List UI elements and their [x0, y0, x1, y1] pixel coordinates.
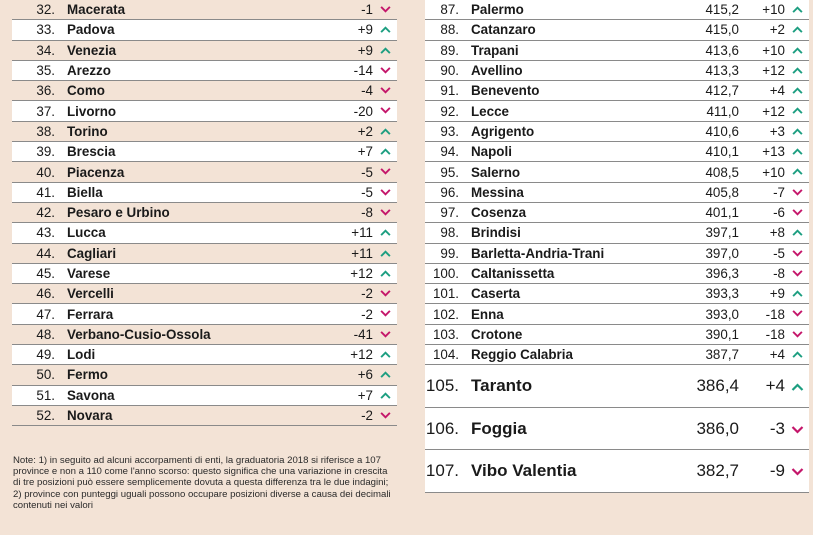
arrow-down-icon [791, 468, 804, 476]
score-cell: 405,8 [705, 184, 739, 200]
score-cell: 382,7 [696, 461, 739, 481]
table-row [12, 0, 397, 20]
trend-indicator [785, 379, 809, 394]
table-row [425, 122, 809, 142]
variation-cell: +4 [769, 347, 785, 363]
arrow-down-icon [380, 209, 391, 216]
trend-indicator [373, 390, 397, 401]
trend-indicator [373, 126, 397, 137]
arrow-up-icon [380, 148, 391, 155]
arrow-up-icon [380, 270, 391, 277]
table-row [425, 101, 809, 121]
rank-cell: 91. [440, 83, 459, 99]
variation-cell: +9 [357, 22, 373, 38]
province-name: Piacenza [67, 164, 125, 180]
rank-cell: 34. [36, 42, 55, 58]
variation-cell: +12 [762, 63, 785, 79]
arrow-up-icon [380, 229, 391, 236]
rank-cell: 104. [432, 347, 459, 363]
table-row [12, 365, 397, 385]
province-name: Trapani [471, 42, 519, 58]
province-name: Como [67, 83, 105, 99]
trend-indicator [373, 85, 397, 96]
arrow-down-icon [380, 67, 391, 74]
table-row [12, 203, 397, 223]
rank-cell: 90. [440, 63, 459, 79]
table-row [12, 122, 397, 142]
trend-indicator [373, 146, 397, 157]
province-name: Cagliari [67, 245, 117, 261]
variation-cell: +3 [769, 123, 785, 139]
rank-cell: 93. [440, 123, 459, 139]
rank-cell: 43. [36, 225, 55, 241]
arrow-up-icon [792, 229, 803, 236]
province-name: Salerno [471, 164, 521, 180]
trend-indicator [373, 45, 397, 56]
variation-cell: -4 [361, 83, 373, 99]
arrow-down-icon [792, 209, 803, 216]
rank-cell: 45. [36, 266, 55, 281]
trend-indicator [373, 65, 397, 76]
province-name: Macerata [67, 2, 126, 18]
variation-cell: -2 [361, 306, 373, 322]
province-name: Reggio Calabria [471, 347, 573, 363]
province-name: Enna [471, 306, 504, 322]
table-row [12, 183, 397, 203]
arrow-up-icon [792, 351, 803, 358]
arrow-up-icon [380, 26, 391, 33]
rank-cell: 105. [425, 376, 459, 396]
table-row [12, 81, 397, 101]
score-cell: 396,3 [705, 266, 739, 281]
province-name: Savona [67, 387, 115, 403]
trend-indicator [373, 288, 397, 299]
variation-cell: -18 [765, 326, 785, 342]
trend-indicator [373, 4, 397, 15]
table-row [12, 162, 397, 182]
trend-indicator [373, 369, 397, 380]
table-row [12, 386, 397, 406]
trend-indicator [373, 268, 397, 279]
trend-indicator [785, 65, 809, 76]
arrow-down-icon [380, 87, 391, 94]
arrow-down-icon [380, 412, 391, 419]
rank-cell: 51. [36, 387, 55, 403]
variation-cell: +11 [351, 245, 373, 261]
province-name: Benevento [471, 83, 540, 99]
variation-cell: +10 [762, 42, 785, 58]
variation-cell: +10 [762, 164, 785, 180]
province-name: Verbano-Cusio-Ossola [67, 326, 211, 342]
province-name: Napoli [471, 144, 512, 160]
table-row [425, 142, 809, 162]
province-name: Vercelli [67, 286, 114, 302]
arrow-up-icon [380, 250, 391, 257]
province-name: Brindisi [471, 225, 521, 241]
province-name: Arezzo [67, 63, 111, 79]
rank-cell: 98. [440, 225, 459, 241]
arrow-down-icon [380, 290, 391, 297]
trend-indicator [373, 187, 397, 198]
arrow-down-icon [792, 189, 803, 196]
score-cell: 412,7 [705, 83, 739, 99]
arrow-up-icon [792, 47, 803, 54]
rank-cell: 94. [440, 144, 459, 160]
trend-indicator [785, 85, 809, 96]
variation-cell: -20 [353, 103, 373, 119]
score-cell: 390,1 [705, 326, 739, 342]
arrow-down-icon [380, 6, 391, 13]
table-row [12, 101, 397, 121]
arrow-up-icon [792, 290, 803, 297]
ranking-table-left [12, 0, 397, 426]
table-row [425, 20, 809, 40]
province-name: Caserta [471, 286, 521, 302]
table-row [425, 345, 809, 365]
trend-indicator [785, 329, 809, 340]
rank-cell: 101. [432, 286, 459, 302]
table-row [12, 223, 397, 243]
trend-indicator [785, 146, 809, 157]
province-name: Ferrara [67, 306, 114, 322]
variation-cell: -18 [765, 306, 785, 322]
trend-indicator [785, 24, 809, 35]
variation-cell: -5 [361, 184, 373, 200]
trend-indicator [373, 329, 397, 340]
table-row [425, 365, 809, 408]
rank-cell: 44. [36, 245, 55, 261]
score-cell: 415,2 [705, 2, 739, 18]
trend-indicator [373, 349, 397, 360]
rank-cell: 37. [36, 103, 55, 119]
table-row [425, 244, 809, 264]
province-name: Venezia [67, 42, 117, 58]
variation-cell: -2 [361, 408, 373, 424]
arrow-down-icon [792, 270, 803, 277]
rank-cell: 39. [36, 144, 55, 160]
province-name: Torino [67, 123, 108, 139]
score-cell: 397,0 [705, 245, 739, 261]
arrow-up-icon [380, 47, 391, 54]
score-cell: 386,4 [696, 376, 739, 396]
score-cell: 401,1 [705, 205, 739, 221]
variation-cell: +4 [765, 376, 785, 396]
table-row [425, 61, 809, 81]
variation-cell: -3 [769, 418, 785, 438]
variation-cell: +6 [357, 367, 373, 383]
trend-indicator [785, 4, 809, 15]
table-row [12, 264, 397, 284]
rank-cell: 33. [36, 22, 55, 38]
rank-cell: 46. [36, 286, 55, 302]
province-name: Catanzaro [471, 22, 536, 38]
table-row [425, 325, 809, 345]
table-row [425, 264, 809, 284]
score-cell: 410,1 [705, 144, 739, 160]
trend-indicator [785, 268, 809, 279]
rank-cell: 50. [36, 367, 55, 383]
rank-cell: 87. [440, 2, 459, 18]
variation-cell: +9 [357, 42, 373, 58]
score-cell: 386,0 [696, 418, 739, 438]
variation-cell: +13 [762, 144, 785, 160]
ranking-table-right [425, 0, 809, 493]
province-name: Biella [67, 184, 103, 200]
arrow-down-icon [792, 310, 803, 317]
rank-cell: 35. [36, 63, 55, 79]
variation-cell: +9 [769, 286, 785, 302]
arrow-up-icon [792, 128, 803, 135]
trend-indicator [785, 248, 809, 259]
variation-cell: -41 [353, 326, 373, 342]
trend-indicator [785, 167, 809, 178]
arrow-down-icon [380, 331, 391, 338]
trend-indicator [785, 45, 809, 56]
arrow-up-icon [380, 371, 391, 378]
table-row [12, 284, 397, 304]
rank-cell: 32. [36, 2, 55, 18]
rank-cell: 47. [36, 306, 55, 322]
province-name: Agrigento [471, 123, 535, 139]
province-name: Lecce [471, 103, 509, 119]
province-name: Varese [67, 266, 111, 281]
table-row [12, 20, 397, 40]
rank-cell: 88. [440, 22, 459, 38]
trend-indicator [785, 421, 809, 436]
variation-cell: +12 [350, 266, 373, 281]
table-row [425, 203, 809, 223]
rank-cell: 48. [36, 326, 55, 342]
variation-cell: -7 [773, 184, 785, 200]
table-row [12, 325, 397, 345]
province-name: Messina [471, 184, 524, 200]
variation-cell: -6 [773, 205, 785, 221]
arrow-up-icon [792, 67, 803, 74]
arrow-down-icon [380, 310, 391, 317]
province-name: Caltanissetta [471, 266, 555, 281]
variation-cell: -8 [361, 205, 373, 221]
province-name: Crotone [471, 326, 523, 342]
arrow-down-icon [792, 331, 803, 338]
variation-cell: -14 [353, 63, 373, 79]
variation-cell: +2 [357, 123, 373, 139]
table-row [425, 408, 809, 451]
arrow-up-icon [792, 87, 803, 94]
table-row [12, 61, 397, 81]
score-cell: 393,3 [705, 286, 739, 302]
score-cell: 413,6 [705, 42, 739, 58]
arrow-up-icon [792, 168, 803, 175]
arrow-up-icon [792, 6, 803, 13]
trend-indicator [373, 309, 397, 320]
table-row [12, 304, 397, 324]
rank-cell: 92. [440, 103, 459, 119]
arrow-up-icon [792, 148, 803, 155]
trend-indicator [785, 227, 809, 238]
variation-cell: -2 [361, 286, 373, 302]
province-name: Lodi [67, 347, 96, 363]
province-name: Vibo Valentia [471, 461, 577, 481]
variation-cell: +7 [357, 144, 373, 160]
score-cell: 408,5 [705, 164, 739, 180]
arrow-up-icon [792, 26, 803, 33]
trend-indicator [785, 106, 809, 117]
score-cell: 411,0 [706, 103, 739, 119]
variation-cell: -5 [773, 245, 785, 261]
table-row [12, 345, 397, 365]
score-cell: 387,7 [705, 347, 739, 363]
variation-cell: +12 [350, 347, 373, 363]
trend-indicator [373, 106, 397, 117]
province-name: Novara [67, 408, 113, 424]
variation-cell: -1 [361, 2, 373, 18]
rank-cell: 102. [432, 306, 459, 322]
table-row [12, 244, 397, 264]
province-name: Fermo [67, 367, 108, 383]
table-row [425, 284, 809, 304]
arrow-down-icon [380, 189, 391, 196]
arrow-down-icon [792, 250, 803, 257]
trend-indicator [373, 207, 397, 218]
table-row [425, 41, 809, 61]
province-name: Lucca [67, 225, 106, 241]
province-name: Avellino [471, 63, 523, 79]
score-cell: 415,0 [705, 22, 739, 38]
rank-cell: 52. [36, 408, 55, 424]
trend-indicator [785, 309, 809, 320]
trend-indicator [785, 288, 809, 299]
variation-cell: +8 [769, 225, 785, 241]
variation-cell: -5 [361, 164, 373, 180]
rank-cell: 99. [440, 245, 459, 261]
table-row [425, 162, 809, 182]
province-name: Pesaro e Urbino [67, 205, 170, 221]
rank-cell: 106. [425, 418, 459, 438]
province-name: Foggia [471, 418, 527, 438]
table-row [12, 406, 397, 426]
footnote: Note: 1) in seguito ad alcuni accorpamenti di enti, la graduatoria 2018 si riferisce a 107 province e non a 110 come l'anno scorso: questo significa che una variazione in crescita di tre posizioni può essere semplicemente dovuta a questa differenza tra le due indagini; 2) province con punteggi uguali possono occupare posizioni diverse a causa dei decimali contenuti nei valori [13, 455, 391, 511]
variation-cell: +10 [762, 2, 785, 18]
rank-cell: 100. [432, 266, 459, 281]
trend-indicator [373, 227, 397, 238]
rank-cell: 89. [440, 42, 459, 58]
province-name: Barletta-Andria-Trani [471, 245, 605, 261]
province-name: Livorno [67, 103, 117, 119]
score-cell: 393,0 [705, 306, 739, 322]
rank-cell: 40. [36, 164, 55, 180]
arrow-up-icon [792, 107, 803, 114]
rank-cell: 96. [440, 184, 459, 200]
rank-cell: 49. [36, 347, 55, 363]
table-row [425, 183, 809, 203]
trend-indicator [785, 464, 809, 479]
table-row [425, 450, 809, 493]
rank-cell: 42. [36, 205, 55, 221]
rank-cell: 41. [36, 184, 55, 200]
rank-cell: 103. [432, 326, 459, 342]
rank-cell: 36. [36, 83, 55, 99]
arrow-down-icon [380, 107, 391, 114]
trend-indicator [785, 207, 809, 218]
province-name: Brescia [67, 144, 116, 160]
table-row [425, 223, 809, 243]
score-cell: 397,1 [705, 225, 739, 241]
table-row [12, 41, 397, 61]
variation-cell: -8 [773, 266, 785, 281]
rank-cell: 95. [440, 164, 459, 180]
trend-indicator [373, 167, 397, 178]
table-row [425, 0, 809, 20]
variation-cell: +12 [762, 103, 785, 119]
arrow-down-icon [791, 426, 804, 434]
trend-indicator [373, 410, 397, 421]
table-row [425, 304, 809, 324]
score-cell: 413,3 [705, 63, 739, 79]
province-name: Taranto [471, 376, 533, 396]
trend-indicator [785, 187, 809, 198]
trend-indicator [785, 126, 809, 137]
trend-indicator [373, 24, 397, 35]
arrow-down-icon [380, 168, 391, 175]
variation-cell: +2 [769, 22, 785, 38]
arrow-up-icon [380, 392, 391, 399]
rank-cell: 38. [36, 123, 55, 139]
variation-cell: +7 [357, 387, 373, 403]
trend-indicator [373, 248, 397, 259]
province-name: Palermo [471, 2, 524, 18]
province-name: Cosenza [471, 205, 527, 221]
table-row [425, 81, 809, 101]
variation-cell: +11 [351, 225, 373, 241]
variation-cell: +4 [769, 83, 785, 99]
province-name: Padova [67, 22, 115, 38]
arrow-up-icon [380, 128, 391, 135]
variation-cell: -9 [769, 461, 785, 481]
table-row [12, 142, 397, 162]
score-cell: 410,6 [705, 123, 739, 139]
arrow-up-icon [380, 351, 391, 358]
arrow-up-icon [791, 383, 804, 391]
rank-cell: 97. [440, 205, 459, 221]
rank-cell: 107. [425, 461, 459, 481]
trend-indicator [785, 349, 809, 360]
